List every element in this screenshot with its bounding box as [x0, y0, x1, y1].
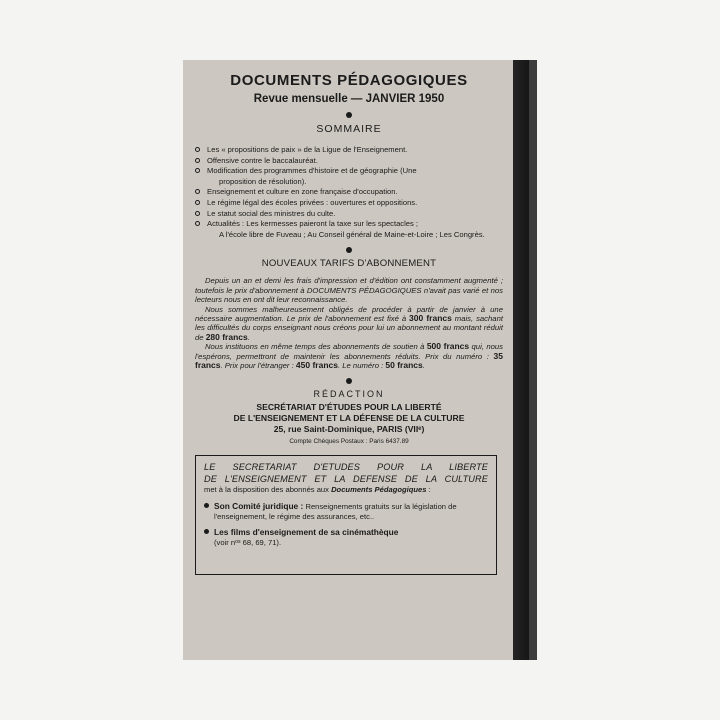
circle-bullet-icon [195, 168, 200, 173]
redaction-postal-account: Compte Chèques Postaux : Paris 6437.89 [289, 438, 409, 446]
circle-bullet-icon [195, 200, 200, 205]
list-item: Le statut social des ministres du culte. [195, 209, 503, 220]
sommaire-heading: SOMMAIRE [316, 123, 382, 135]
box-title-line-2: DE L'ENSEIGNEMENT ET LA DEFENSE DE LA CULTURE [204, 473, 488, 484]
page-subtitle: Revue mensuelle — JANVIER 1950 [253, 93, 445, 105]
circle-bullet-icon [195, 189, 200, 194]
circle-bullet-icon [195, 147, 200, 152]
document-page [183, 60, 513, 660]
separator-dot [346, 112, 352, 118]
box-title-line-1: LE SECRETARIAT D'ETUDES POUR LA LIBERTE [204, 462, 488, 473]
circle-bullet-icon [195, 221, 200, 226]
box-item-films: Les films d'enseignement de sa cinémathèque (voir nᵒˢ 68, 69, 71). [204, 527, 488, 548]
tarifs-paragraph-2: Nous sommes malheureusement obligés de procéder à partir de janvier à une nécessaire augmentation. Le prix de l'abonnement est fixé à 300 francs mais, sachant les difficultés du corps enseignant nous créons pour lui un abonnement au montant réduit de 280 francs. [195, 304, 503, 342]
filled-bullet-icon [204, 529, 209, 534]
box-intro: met à la disposition des abonnés aux Documents Pédagogiques : [204, 485, 431, 495]
book-spine-edge [529, 60, 537, 660]
list-item: Enseignement et culture en zone française d'occupation. [195, 187, 503, 198]
redaction-address: 25, rue Saint-Dominique, PARIS (VIIᵉ) [273, 424, 425, 435]
list-item: Offensive contre le baccalauréat. [195, 156, 503, 167]
circle-bullet-icon [195, 158, 200, 163]
box-item-comite: Son Comité juridique : Renseignements gratuits sur la législation de l'enseignement, le régime des assurances, etc.. [204, 501, 488, 522]
tarifs-paragraph-1: Depuis un an et demi les frais d'impression et d'édition ont constamment augmenté ; toutefois le prix d'abonnement à DOCUMENTS PÉDAGOGIQUES n'avait pas varié et nos lecteurs nous en ont dit leur reconnaissance. [195, 276, 503, 305]
tarifs-heading: NOUVEAUX TARIFS D'ABONNEMENT [261, 258, 437, 270]
redaction-heading: RÉDACTION [313, 389, 385, 400]
list-item: Le régime légal des écoles privées : ouvertures et oppositions. [195, 198, 503, 209]
list-item: Actualités : Les kermesses paieront la taxe sur les spectacles ; A l'école libre de Fuveau ; Au Conseil général de Maine-et-Loire ; Les Congrès. [195, 219, 503, 240]
circle-bullet-icon [195, 211, 200, 216]
secretariat-box [195, 455, 497, 575]
redaction-line-2: DE L'ENSEIGNEMENT ET LA DÉFENSE DE LA CULTURE [233, 413, 465, 424]
list-item: Les « propositions de paix » de la Ligue de l'Enseignement. [195, 145, 503, 156]
page-title: DOCUMENTS PÉDAGOGIQUES [230, 72, 468, 89]
separator-dot [346, 247, 352, 253]
filled-bullet-icon [204, 503, 209, 508]
separator-dot [346, 378, 352, 384]
tarifs-paragraph-3: Nous instituons en même temps des abonnements de soutien à 500 francs qui, nous l'espérons, permettront de maintenir les abonnements réduits. Prix du numéro : 35 francs. Prix pour l'étranger : 450 francs. Le numéro : 50 francs. [195, 341, 503, 370]
redaction-line-1: SECRÉTARIAT D'ÉTUDES POUR LA LIBERTÉ [256, 402, 442, 413]
list-item: Modification des programmes d'histoire et de géographie (Une proposition de résolution). [195, 166, 503, 187]
sommaire-list [195, 145, 503, 240]
